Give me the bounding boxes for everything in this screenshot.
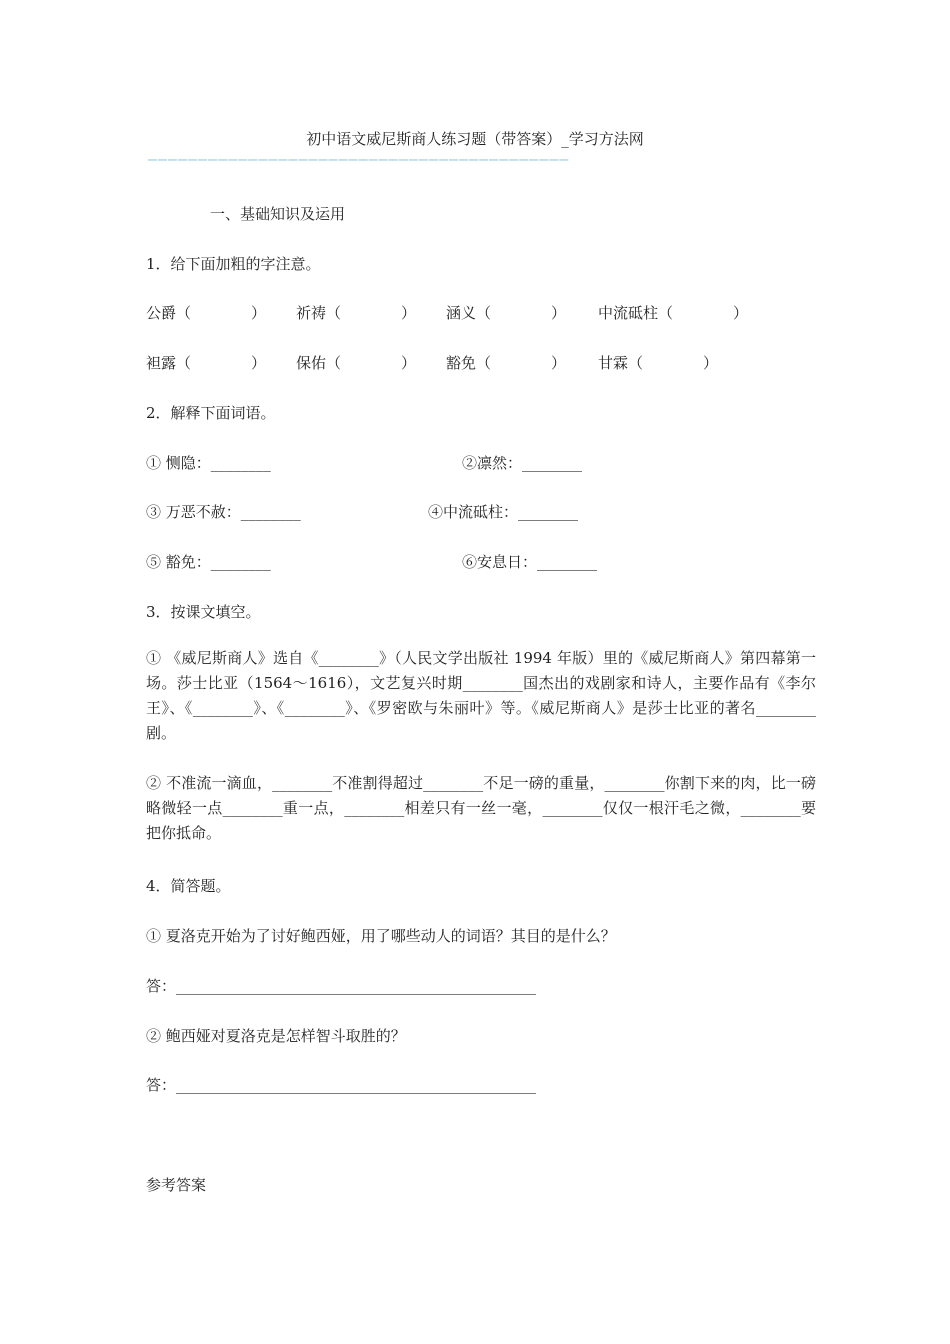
q4-answer-line-1: 答：________________________________________________ — [146, 977, 537, 995]
q3-paragraph-1: ① 《威尼斯商人》选自《________》（人民文学出版社 1994 年版）里的《威尼斯商人》第四幕第一场。莎士比亚（1564～1616），文艺复兴时期________国杰出的戏剧家和诗人，主要作品有《李尔王》、《________》、《________》、《罗密欧与朱丽叶》等。《威尼斯商人》是莎士比亚的著名________剧。 — [146, 649, 816, 742]
q1-item: 公爵（ ） — [146, 304, 267, 322]
question-3-heading: 3．按课文填空。 — [146, 603, 261, 621]
q4-question-2: ② 鲍西娅对夏洛克是怎样智斗取胜的？ — [146, 1027, 406, 1045]
q2-item: ④中流砥柱：________ — [428, 503, 579, 521]
q1-item: 保佑（ ） — [296, 354, 417, 372]
q1-item: 中流砥柱（ ） — [598, 304, 749, 322]
title-divider: —————————————————————————————————————————— — [148, 150, 570, 166]
q2-item: ③ 万恶不赦：________ — [146, 503, 301, 521]
q2-item: ⑤ 豁免：________ — [146, 553, 271, 571]
question-1-heading: 1．给下面加粗的字注意。 — [146, 255, 321, 273]
question-2-heading: 2．解释下面词语。 — [146, 404, 276, 422]
question-4-heading: 4．简答题。 — [146, 877, 231, 895]
page-title: 初中语文威尼斯商人练习题（带答案）_学习方法网 — [306, 130, 644, 148]
q3-paragraph-2: ② 不准流一滴血，________不准割得超过________不足一磅的重量，________你割下来的肉，比一磅略微轻一点________重一点，________相差只有一丝一毫，________仅仅一根汗毛之微，________要把你抵命。 — [146, 774, 816, 842]
q2-item: ⑥安息日：________ — [462, 553, 598, 571]
q4-question-1: ① 夏洛克开始为了讨好鲍西娅，用了哪些动人的词语？其目的是什么？ — [146, 927, 616, 945]
q1-item: 祈祷（ ） — [296, 304, 417, 322]
q1-item: 豁免（ ） — [446, 354, 567, 372]
q2-item: ① 恻隐：________ — [146, 454, 271, 472]
q1-item: 涵义（ ） — [446, 304, 567, 322]
q4-answer-line-2: 答：________________________________________________ — [146, 1076, 537, 1094]
q1-item: 甘霖（ ） — [598, 354, 719, 372]
q2-item: ②凛然：________ — [462, 454, 583, 472]
answers-heading: 参考答案 — [146, 1176, 207, 1194]
q1-item: 袒露（ ） — [146, 354, 267, 372]
section-heading: 一、基础知识及运用 — [210, 205, 346, 223]
